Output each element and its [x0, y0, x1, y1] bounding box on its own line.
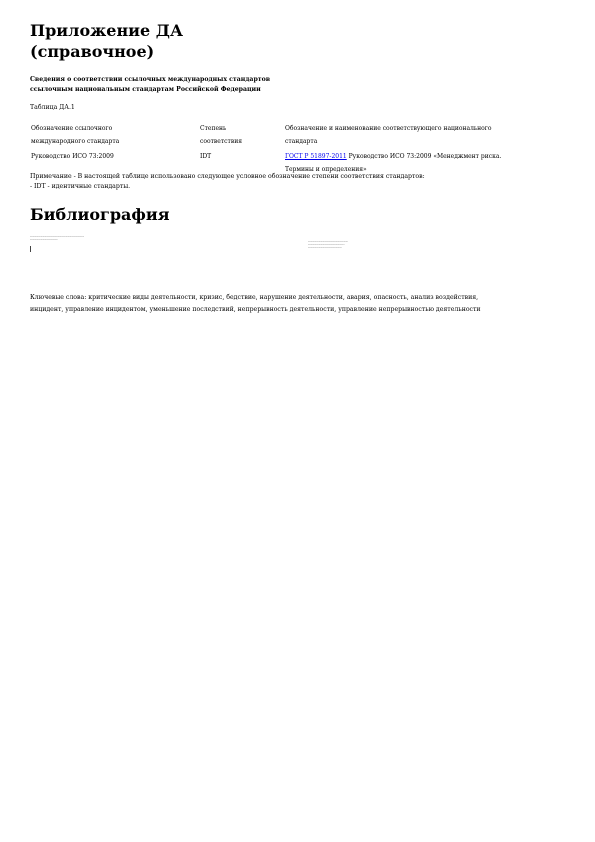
biblio-right-line2: ------------------------------------------------------ [308, 244, 345, 246]
note-line1: Примечание - В настоящей таблице использовано следующее условное обозначение степени соответствия стандартов: [30, 173, 425, 180]
appendix-title-line2: (справочное) [30, 42, 155, 61]
table-header-col3 [285, 123, 571, 148]
table-row-col1: Руководство ИСО 73:2009 [31, 153, 114, 160]
note-line2: - IDT - идентичные стандарты. [30, 183, 131, 190]
col3-rest-line1: Руководство ИСО 73:2009 «Менеджмент риска. [346, 153, 502, 160]
biblio-right-line3: -------------------------------------------------- [308, 247, 342, 249]
bibliography-left-block [30, 236, 150, 242]
table-caption: Таблица ДА.1 [30, 104, 75, 111]
table-header-col2 [200, 123, 280, 148]
table-row-col2: IDT [200, 153, 212, 160]
gost-link[interactable]: ГОСТ Р 51897-2011 [285, 153, 347, 160]
header-col2-line1: Степень [200, 125, 227, 132]
keywords-line2: инцидент, управление инцидентом, уменьшение последствий, непрерывность деятельности, управление непрерывностью деятельности [30, 305, 481, 313]
keywords [30, 292, 570, 315]
bibliography-title: Библиография [30, 205, 170, 224]
biblio-left-line2: ----------------------------------------- [30, 239, 58, 241]
header-col3-line1: Обозначение и наименование соответствующего национального [285, 125, 492, 132]
appendix-intro [30, 75, 270, 95]
biblio-right-line1: ----------------------------------------------------------- [308, 241, 348, 243]
header-col2-line2: соответствия [200, 137, 242, 145]
bibliography-marker [30, 246, 31, 252]
biblio-left-line1: -------------------------------------------------------------------------------- [30, 236, 85, 238]
intro-line1: Сведения о соответствии ссылочных международных стандартов [30, 76, 271, 83]
table-header-col1 [31, 123, 191, 148]
bibliography-right-block [308, 241, 418, 250]
col3-rest-line2: Термины и определения» [285, 165, 367, 173]
table-note [30, 172, 425, 192]
header-col1-line2: международного стандарта [31, 137, 120, 145]
appendix-title-line1: Приложение ДА [30, 21, 184, 40]
header-col1-line1: Обозначение ссылочного [31, 125, 113, 132]
appendix-title [30, 20, 183, 62]
header-col3-line2: стандарта [285, 137, 318, 145]
keywords-line1: Ключевые слова: критические виды деятельности, кризис, бедствие, нарушение деятельности, авария, опасность, анализ воздействия, [30, 294, 479, 301]
intro-line2: ссылочным национальным стандартам Российской Федерации [30, 86, 261, 93]
